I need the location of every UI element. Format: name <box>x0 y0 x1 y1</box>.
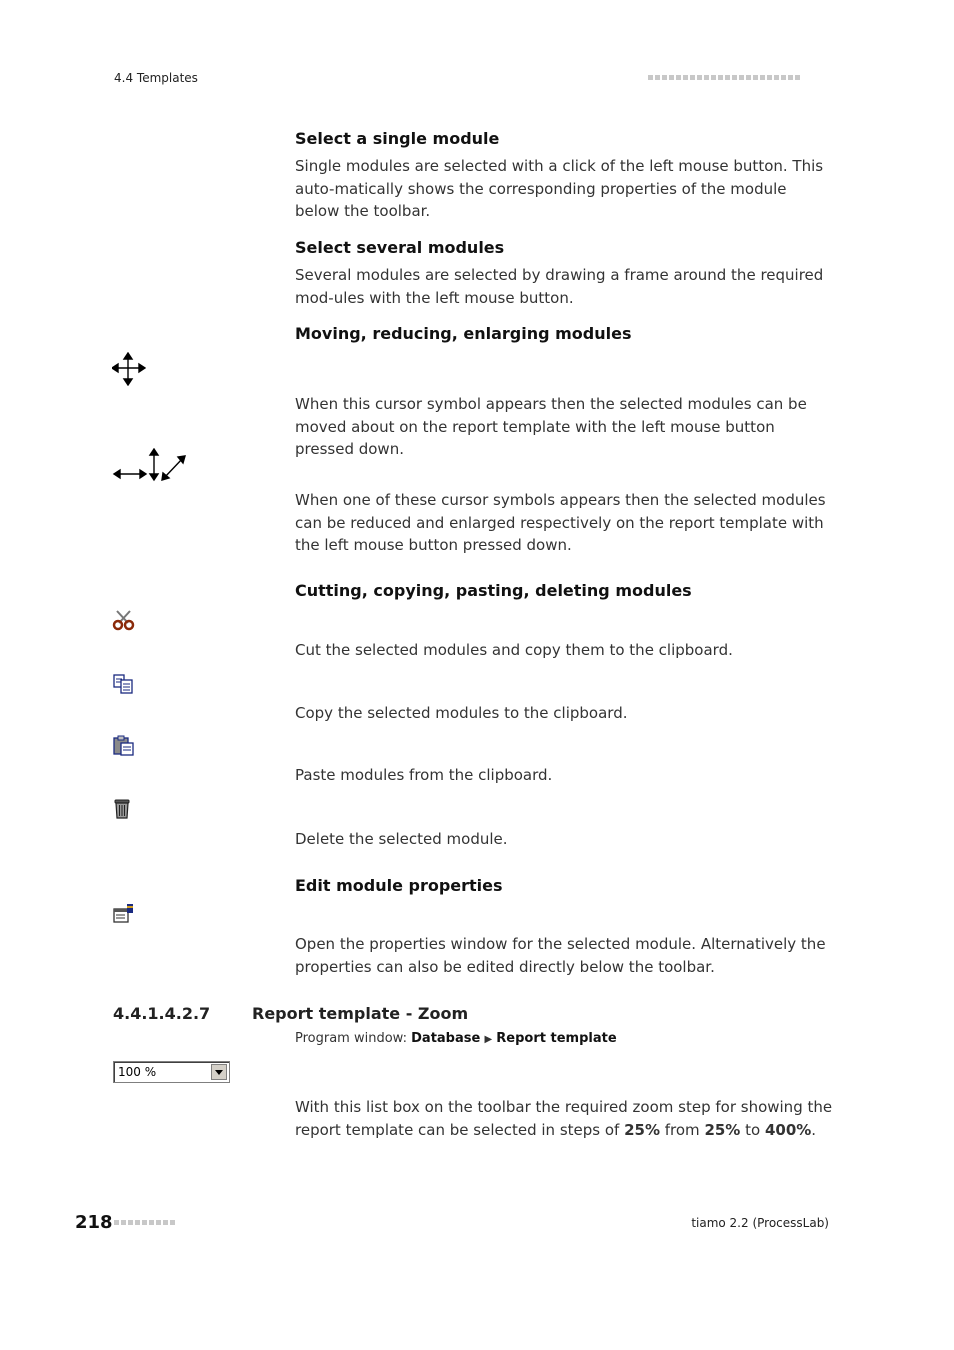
heading-select-several: Select several modules <box>295 238 505 257</box>
page-number: 218 <box>75 1212 113 1233</box>
text-select-several: Several modules are selected by drawing a frame around the required mod-ules with the left mouse button. <box>295 266 824 307</box>
section-title: Report template - Zoom <box>252 1004 469 1023</box>
running-header-section: 4.4 Templates <box>114 71 198 85</box>
heading-moving: Moving, reducing, enlarging modules <box>295 324 632 343</box>
scissors-icon <box>112 609 136 631</box>
zoom-text-c: to <box>740 1120 765 1139</box>
zoom-value: 100 % <box>118 1065 157 1079</box>
heading-cut-copy-paste-delete: Cutting, copying, pasting, deleting modules <box>295 581 692 600</box>
program-prefix: Program window: <box>295 1031 407 1046</box>
program-window-path <box>295 1031 617 1046</box>
zoom-text-a: With this list box on the toolbar the required zoom step for showing the report template can be selected in steps of <box>295 1098 833 1139</box>
text-copy: Copy the selected modules to the clipboard. <box>295 704 628 722</box>
trash-icon <box>112 798 136 820</box>
header-decoration <box>648 75 800 80</box>
chevron-down-icon[interactable] <box>211 1064 227 1080</box>
zoom-text-b: from <box>659 1120 705 1139</box>
resize-cursors-icon <box>112 448 188 482</box>
text-paste: Paste modules from the clipboard. <box>295 766 553 784</box>
heading-edit-properties: Edit module properties <box>295 876 503 895</box>
properties-icon <box>112 903 136 925</box>
text-cut: Cut the selected modules and copy them to the clipboard. <box>295 641 733 659</box>
program-database: Database <box>411 1031 481 1046</box>
zoom-to: 400% <box>764 1120 812 1139</box>
move-cursor-icon <box>112 352 146 386</box>
text-resize: When one of these cursor symbols appears then the selected modules can be reduced and enlarged respectively on the report template with the left mouse button pressed down. <box>295 491 826 554</box>
path-separator-icon: ▶ <box>484 1034 493 1045</box>
text-delete: Delete the selected module. <box>295 830 508 848</box>
program-report-template: Report template <box>496 1031 617 1046</box>
footer-decoration <box>114 1220 175 1225</box>
heading-select-single: Select a single module <box>295 129 500 148</box>
footer-product: tiamo 2.2 (ProcessLab) <box>691 1216 829 1230</box>
section-number: 4.4.1.4.2.7 <box>113 1004 211 1023</box>
zoom-step: 25% <box>624 1120 660 1139</box>
text-zoom <box>295 1096 835 1141</box>
zoom-select[interactable] <box>113 1061 230 1083</box>
copy-icon <box>112 673 136 695</box>
text-select-single: Single modules are selected with a click of the left mouse button. This auto-matically shows the corresponding properties of the module below the toolbar. <box>295 157 824 220</box>
zoom-from: 25% <box>704 1120 741 1139</box>
zoom-text-d: . <box>811 1120 817 1139</box>
text-edit-properties: Open the properties window for the selected module. Alternatively the properties can also be edited directly below the toolbar. <box>295 935 826 976</box>
text-move: When this cursor symbol appears then the selected modules can be moved about on the report template with the left mouse button pressed down. <box>295 395 807 458</box>
paste-icon <box>112 735 136 757</box>
